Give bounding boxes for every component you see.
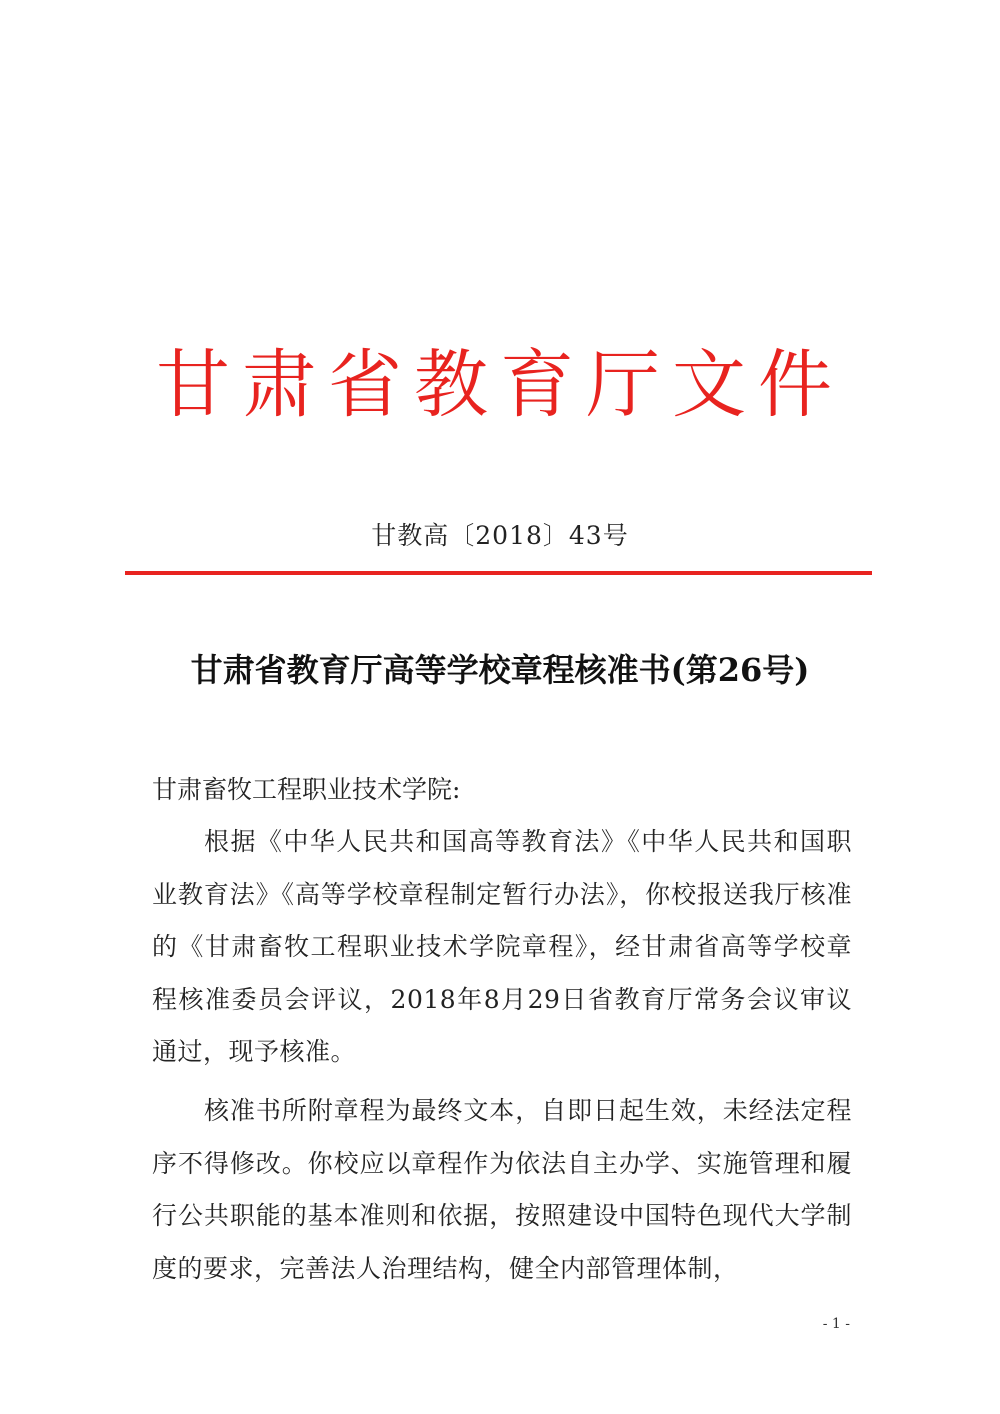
document-title: 甘肃省教育厅高等学校章程核准书(第26号) bbox=[190, 651, 810, 689]
addressee: 甘肃畜牧工程职业技术学院: bbox=[152, 775, 461, 804]
red-divider-line bbox=[125, 571, 872, 575]
body-paragraph: 根据《中华人民共和国高等教育法》《中华人民共和国职业教育法》《高等学校章程制定暂行办法》，你校报送我厅核准的《甘肃畜牧工程职业技术学院章程》，经甘肃省高等学校章程核准委员会评议，2018年8月29日省教育厅常务会议审议通过，现予核准。 bbox=[152, 827, 852, 1066]
document-header-title: 甘肃省教育厅文件 bbox=[156, 342, 844, 428]
page-number: - 1 - bbox=[822, 1316, 850, 1332]
document-number: 甘教高〔2018〕43号 bbox=[371, 521, 629, 550]
body-paragraph: 核准书所附章程为最终文本，自即日起生效，未经法定程序不得修改。你校应以章程作为依法自主办学、实施管理和履行公共职能的基本准则和依据，按照建设中国特色现代大学制度的要求，完善法人治理结构，健全内部管理体制， bbox=[152, 1096, 852, 1283]
